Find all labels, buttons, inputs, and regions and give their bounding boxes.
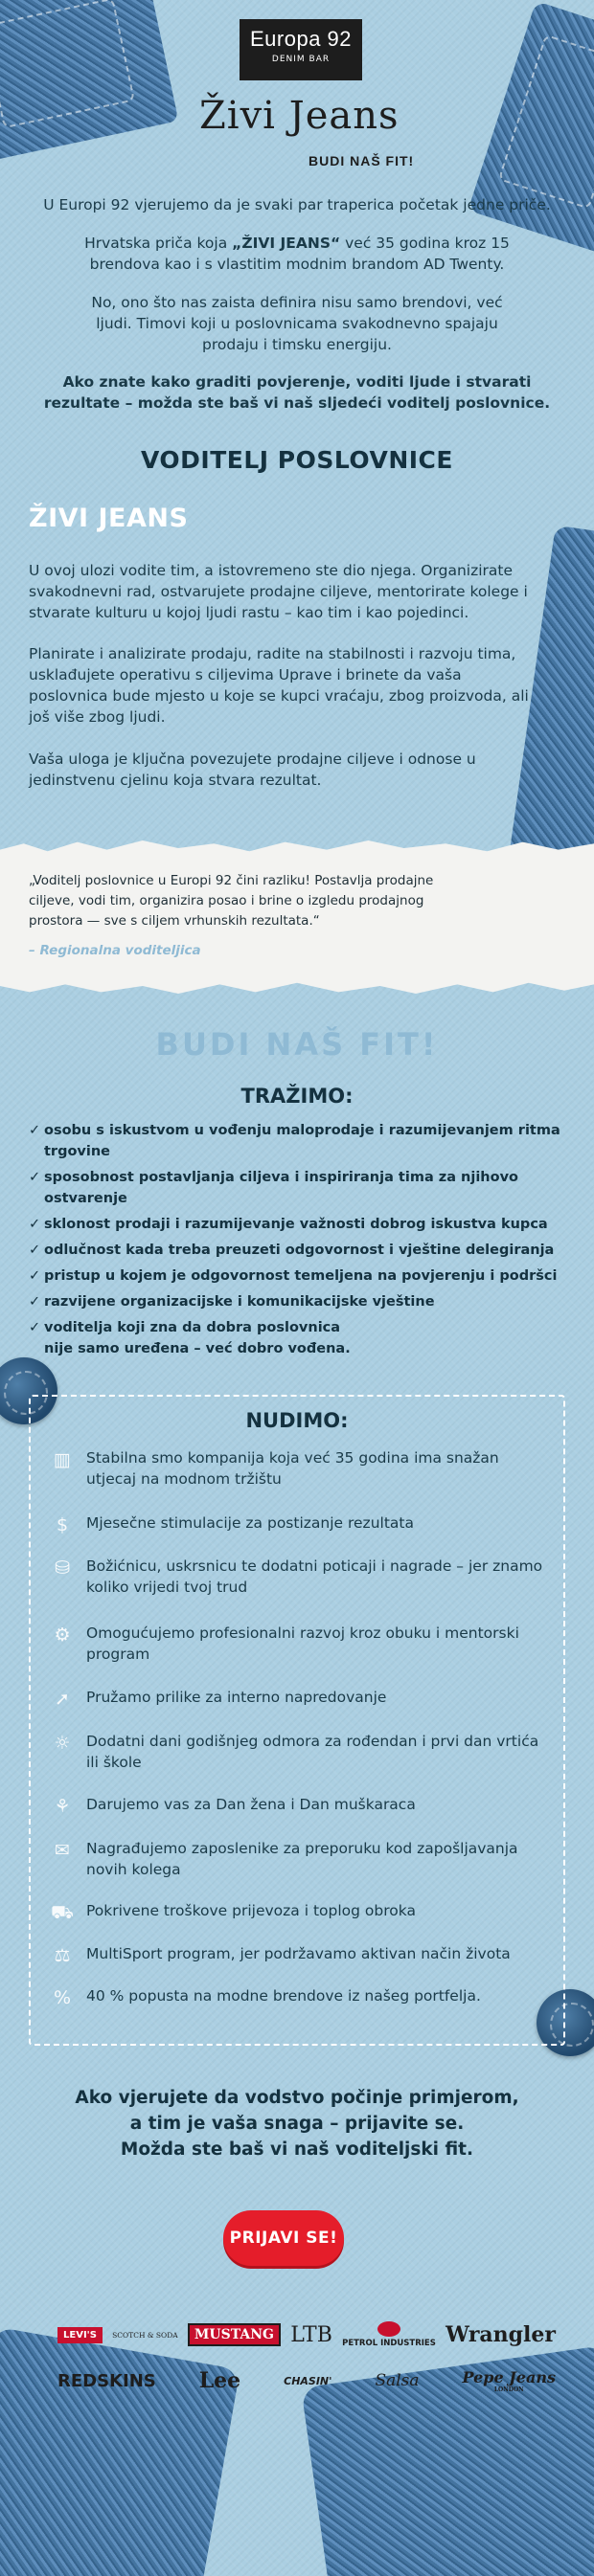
- check-icon: ✓: [29, 1217, 41, 1232]
- job-paragraph-2: Planirate i analizirate prodaju, radite na stabilnosti i razvoju tima, usklađujete operativu s ciljevima Uprave i brinete da vaša poslovnica bude mjesto u koje se kupci vraćaju, zbog proizvoda, ali još više zbog ljudi.: [29, 645, 529, 726]
- dumbbell-icon: ⚖: [54, 1945, 71, 1966]
- job-subtitle: ŽIVI JEANS: [29, 504, 189, 533]
- offer-text: Mjesečne stimulacije za postizanje rezultata: [86, 1514, 414, 1532]
- list-item: [50, 1556, 548, 1598]
- list-item: [50, 1794, 548, 1819]
- list-item: [50, 1900, 548, 1925]
- rocket-icon: ➚: [55, 1689, 70, 1710]
- gift-icon: ⚘: [54, 1796, 71, 1817]
- brand-subtitle: BUDI NAŠ FIT!: [308, 153, 415, 168]
- list-item: [50, 1512, 548, 1537]
- intro-paragraph-3: No, ono što nas zaista definira nisu samo brendovi, već ljudi. Timovi koji u poslovnicama svakodnevno spajaju prodaju i timsku energiju.: [91, 294, 503, 353]
- quote-author: – Regionalna voditeljica: [29, 943, 201, 958]
- closing-line-1: Ako vjerujete da vodstvo počinje primjerom,: [75, 2088, 519, 2108]
- list-item: [29, 1266, 584, 1287]
- closing-line-3: Možda ste baš vi naš voditeljski fit.: [120, 2139, 474, 2160]
- intro-highlight: „ŽIVI JEANS“: [232, 235, 341, 252]
- requirements-list: [29, 1120, 584, 1364]
- brand-logo-scotch-soda[interactable]: SCOTCH & SODA: [112, 2330, 178, 2340]
- intro-paragraph-4: Ako znate kako graditi povjerenje, voditi ljude i stvarati rezultate – možda ste baš vi naš sljedeći voditelj poslovnice.: [43, 373, 551, 412]
- present-icon: ✉: [55, 1840, 70, 1861]
- intro-paragraph-2: [29, 233, 565, 275]
- coins-icon: ⛁: [55, 1557, 70, 1579]
- europa92-logo[interactable]: [240, 19, 362, 80]
- check-icon: ✓: [29, 1320, 41, 1335]
- job-paragraph-3: Vaša uloga je ključna povezujete prodajne ciljeve i odnose u jedinstvenu cjelinu koja stvara rezultat.: [29, 750, 476, 789]
- check-icon: ✓: [29, 1294, 41, 1310]
- offer-text: Božićnicu, uskrsnicu te dodatni poticaji i nagrade – jer znamo koliko vrijedi tvoj trud: [86, 1557, 543, 1596]
- bus-icon: ⛟: [51, 1902, 74, 1923]
- brand-logo-pepe-jeans[interactable]: [463, 2368, 556, 2393]
- requirement-text: odlučnost kada treba preuzeti odgovornost i vještine delegiranja: [44, 1243, 555, 1258]
- requirement-text: voditelja koji zna da dobra poslovnica nije samo uređena – već dobro vođena.: [44, 1320, 351, 1356]
- quote-text: „Voditelj poslovnice u Europi 92 čini razliku! Postavlja prodajne ciljeve, vodi tim, organizira posao i brine o izgledu prodajnog prostora — sve s ciljem vrhunskih rezultata.“: [29, 873, 434, 929]
- list-item: [50, 1943, 548, 1968]
- denim-patch-decoration: [0, 0, 178, 163]
- list-item: [50, 1731, 548, 1773]
- offer-text: Omogućujemo profesionalni razvoj kroz obuku i mentorski program: [86, 1624, 519, 1663]
- intro-text: Hrvatska priča koja: [84, 235, 233, 252]
- offer-text: 40 % popusta na modne brendove iz našeg portfelja.: [86, 1987, 481, 2005]
- list-item: [50, 1447, 548, 1490]
- check-icon: ✓: [29, 1268, 41, 1284]
- list-item: [50, 1838, 548, 1880]
- requirement-text: sklonost prodaji i razumijevanje važnosti dobrog iskustva kupca: [44, 1217, 548, 1232]
- offer-text: Stabilna smo kompanija koja već 35 godina ima snažan utjecaj na modnom tržištu: [86, 1449, 499, 1488]
- brand-logo-wrangler[interactable]: Wrangler: [446, 2322, 556, 2347]
- brand-name: PETROL INDUSTRIES: [342, 2339, 436, 2348]
- offer-text: Pokrivene troškove prijevoza i toplog obroka: [86, 1902, 416, 1919]
- list-item: [29, 1167, 584, 1209]
- requirement-text: osobu s iskustvom u vođenju maloprodaje i razumijevanjem ritma trgovine: [44, 1123, 560, 1159]
- brand-name: Pepe Jeans: [462, 2368, 556, 2386]
- percent-icon: %: [53, 1987, 72, 2008]
- brand-logos-row-2: [57, 2368, 556, 2393]
- logo-line2: DENIM BAR: [271, 55, 331, 64]
- list-item: [29, 1120, 584, 1162]
- intro-paragraph-1: U Europi 92 vjerujemo da je svaki par traperica početak jedne priče.: [43, 196, 551, 213]
- requirement-text: razvijene organizacijske i komunikacijske vještine: [44, 1294, 435, 1310]
- money-icon: $: [56, 1514, 69, 1535]
- brand-logo-salsa[interactable]: Salsa: [375, 2371, 420, 2390]
- fit-heading: BUDI NAŠ FIT!: [155, 1026, 439, 1063]
- brand-title: Živi Jeans: [199, 94, 400, 138]
- offer-text: Darujemo vas za Dan žena i Dan muškaraca: [86, 1796, 416, 1813]
- brand-logo-lee[interactable]: Lee: [198, 2368, 241, 2393]
- list-item: [29, 1317, 374, 1359]
- offer-text: Pružamo prilike za interno napredovanje: [86, 1689, 387, 1706]
- brand-logo-levis[interactable]: LEVI'S: [57, 2327, 103, 2343]
- list-item: [29, 1214, 584, 1235]
- logo-line1: Europa 92: [249, 27, 353, 51]
- check-icon: ✓: [29, 1243, 41, 1258]
- brand-logo-petrol[interactable]: [342, 2321, 436, 2348]
- petrol-emblem-icon: [377, 2321, 400, 2337]
- brand-logos-row-1: [57, 2321, 556, 2348]
- brand-tagline: LONDON: [493, 2386, 524, 2393]
- chart-icon: ▥: [54, 1449, 71, 1470]
- closing-line-2: a tim je vaša snaga – prijavite se.: [129, 2114, 465, 2134]
- brand-logo-mustang[interactable]: MUSTANG: [188, 2323, 281, 2346]
- offers-title: NUDIMO:: [245, 1409, 349, 1432]
- brand-logo-ltb[interactable]: LTB: [290, 2322, 332, 2347]
- growth-icon: ⚙: [54, 1624, 71, 1646]
- denim-patch-decoration: [0, 2326, 240, 2576]
- requirement-text: pristup u kojem je odgovornost temeljena na povjerenju i podršci: [44, 1268, 558, 1284]
- list-item: [29, 1291, 584, 1312]
- job-paragraph-1: U ovoj ulozi vodite tim, a istovremeno ste dio njega. Organizirate svakodnevni rad, ostvarujete prodajne ciljeve, mentorirate kolege i stvarate kulturu u kojoj ljudi rastu – kao tim i kao pojedinci.: [29, 562, 528, 621]
- denim-patch-decoration: [468, 1, 594, 258]
- list-item: [50, 1687, 548, 1712]
- requirements-title: TRAŽIMO:: [240, 1085, 354, 1108]
- brand-logo-chasin[interactable]: CHASIN': [284, 2374, 332, 2387]
- job-title: VODITELJ POSLOVNICE: [141, 446, 453, 474]
- sun-icon: ☼: [54, 1733, 71, 1754]
- requirement-text: sposobnost postavljanja ciljeva i inspiriranja tima za njihovo ostvarenje: [44, 1170, 519, 1206]
- check-icon: ✓: [29, 1170, 41, 1185]
- offer-text: Dodatni dani godišnjeg odmora za rođendan i prvi dan vrtića ili škole: [86, 1733, 539, 1771]
- intro-text: već 35 godina kroz 15 brendova kao i s vlastitim modnim brandom AD Twenty.: [89, 235, 510, 273]
- check-icon: ✓: [29, 1123, 41, 1138]
- apply-button[interactable]: PRIJAVI SE!: [223, 2210, 344, 2266]
- offer-text: MultiSport program, jer podržavamo aktivan način života: [86, 1945, 511, 1962]
- list-item: [29, 1240, 584, 1261]
- list-item: [50, 1623, 548, 1665]
- list-item: [50, 1985, 548, 2010]
- brand-logo-redskins[interactable]: REDSKINS: [57, 2370, 156, 2391]
- offer-text: Nagrađujemo zaposlenike za preporuku kod zapošljavanja novih kolega: [86, 1840, 518, 1878]
